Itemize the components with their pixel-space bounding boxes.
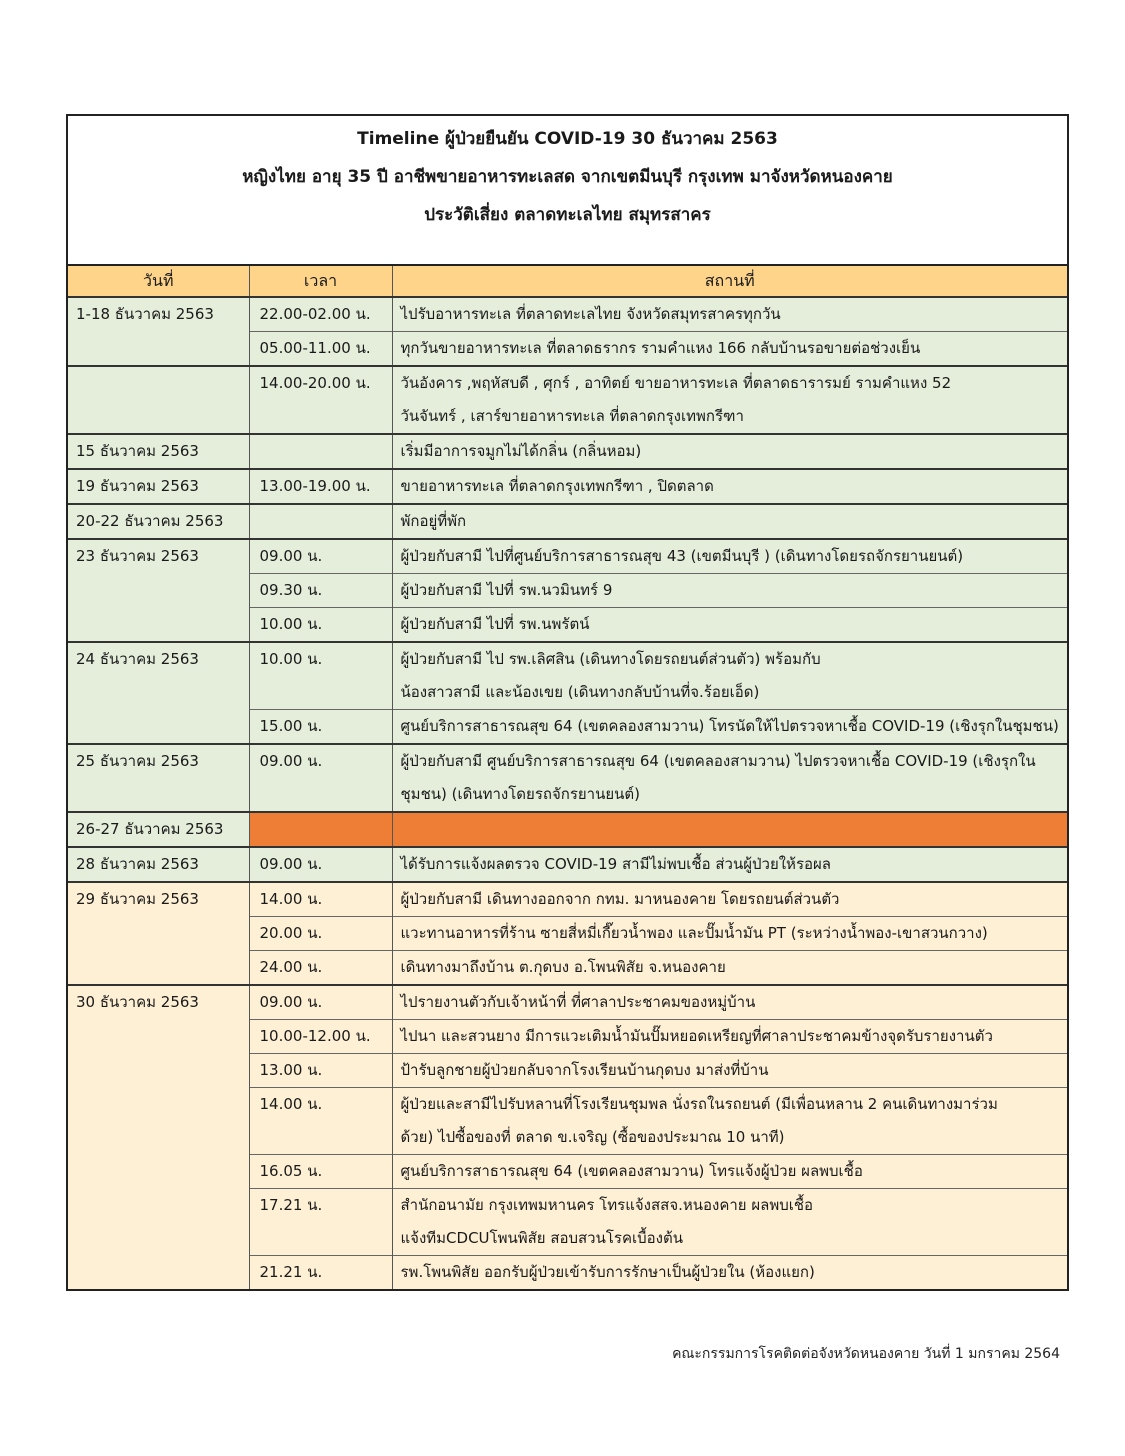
table-row: [68, 539, 1067, 574]
date-cell: 30 ธันวาคม 2563: [68, 985, 249, 1020]
place-cell: ผู้ป่วยกับสามี ไปที่ รพ.นพรัตน์: [392, 608, 1067, 643]
place-line: ผู้ป่วยกับสามี ศูนย์บริการสาธารณสุข 64 (เขตคลองสามวาน) ไปตรวจหาเชื้อ COVID-19 (เชิงรุกใน: [400, 752, 1036, 770]
place-cell: เดินทางมาถึงบ้าน ต.กุดบง อ.โพนพิสัย จ.หนองคาย: [392, 951, 1067, 986]
table-row: [68, 608, 1067, 643]
time-cell: 09.30 น.: [249, 574, 392, 608]
table-row: [68, 1256, 1067, 1290]
time-cell: 13.00 น.: [249, 1054, 392, 1088]
date-cell: [68, 608, 249, 643]
time-cell: [249, 504, 392, 539]
place-cell: ขายอาหารทะเล ที่ตลาดกรุงเทพกรีฑา , ปิดตลาด: [392, 469, 1067, 504]
date-cell: 15 ธันวาคม 2563: [68, 434, 249, 469]
date-cell: 23 ธันวาคม 2563: [68, 539, 249, 574]
place-cell: เริ่มมีอาการจมูกไม่ได้กลิ่น (กลิ่นหอม): [392, 434, 1067, 469]
risk-history-line: ประวัติเสี่ยง ตลาดทะเลไทย สมุทรสาคร: [424, 205, 711, 225]
place-cell: ผู้ป่วยกับสามี ไปที่ศูนย์บริการสาธารณสุข 43 (เขตมีนบุรี ) (เดินทางโดยรถจักรยานยนต์): [392, 539, 1067, 574]
place-cell: แวะทานอาหารที่ร้าน ซายสี่หมี่เกี๊ยวน้ำพอง และปั๊มน้ำมัน PT (ระหว่างน้ำพอง-เขาสวนกวาง): [392, 917, 1067, 951]
date-cell: [68, 574, 249, 608]
place-cell: ได้รับการแจ้งผลตรวจ COVID-19 สามีไม่พบเชื้อ ส่วนผู้ป่วยให้รอผล: [392, 847, 1067, 882]
date-cell: [68, 1020, 249, 1054]
place-line: ผู้ป่วยและสามีไปรับหลานที่โรงเรียนชุมพล นั่งรถในรถยนต์ (มีเพื่อนหลาน 2 คนเดินทางมาร่วม: [400, 1095, 998, 1113]
date-cell: 1-18 ธันวาคม 2563: [68, 297, 249, 332]
time-cell: [249, 812, 392, 847]
date-cell: [68, 951, 249, 986]
place-line: ผู้ป่วยกับสามี ไป รพ.เลิศสิน (เดินทางโดยรถยนต์ส่วนตัว) พร้อมกับ: [400, 650, 821, 668]
table-row: [68, 882, 1067, 917]
date-cell: 26-27 ธันวาคม 2563: [68, 812, 249, 847]
place-cell: ศูนย์บริการสาธารณสุข 64 (เขตคลองสามวาน) โทรนัดให้ไปตรวจหาเชื้อ COVID-19 (เชิงรุกในชุมชน): [392, 710, 1067, 745]
table-row: [68, 574, 1067, 608]
time-cell: 09.00 น.: [249, 539, 392, 574]
place-cell: ผู้ป่วยกับสามี ไปที่ รพ.นวมินทร์ 9: [392, 574, 1067, 608]
title-line: Timeline ผู้ป่วยยืนยัน COVID-19 30 ธันวาคม 2563: [357, 129, 778, 149]
time-cell: 09.00 น.: [249, 985, 392, 1020]
table-row: [68, 812, 1067, 847]
table-row: [68, 366, 1067, 434]
date-cell: [68, 1189, 249, 1256]
date-cell: [68, 366, 249, 434]
table-row: [68, 917, 1067, 951]
place-line: วันอังคาร ,พฤหัสบดี , ศุกร์ , อาทิตย์ ขายอาหารทะเล ที่ตลาดธารารมย์ รามคำแหง 52: [400, 374, 952, 392]
time-cell: 14.00 น.: [249, 882, 392, 917]
place-cell: [392, 366, 1067, 434]
date-cell: 28 ธันวาคม 2563: [68, 847, 249, 882]
place-line: น้องสาวสามี และน้องเขย (เดินทางกลับบ้านที่จ.ร้อยเอ็ด): [400, 683, 760, 701]
table-row: [68, 710, 1067, 745]
time-cell: 09.00 น.: [249, 744, 392, 812]
table-row: [68, 951, 1067, 986]
table-row: [68, 744, 1067, 812]
table-row: [68, 1189, 1067, 1256]
place-cell: ผู้ป่วยกับสามี เดินทางออกจาก กทม. มาหนองคาย โดยรถยนต์ส่วนตัว: [392, 882, 1067, 917]
column-header-date: วันที่: [68, 266, 249, 297]
place-cell: ป้ารับลูกชายผู้ป่วยกลับจากโรงเรียนบ้านกุดบง มาส่งที่บ้าน: [392, 1054, 1067, 1088]
time-cell: 22.00-02.00 น.: [249, 297, 392, 332]
date-cell: [68, 917, 249, 951]
column-header-place: สถานที่: [392, 266, 1067, 297]
place-line: แจ้งทีมCDCUโพนพิสัย สอบสวนโรคเบื้องต้น: [400, 1229, 683, 1247]
time-cell: 16.05 น.: [249, 1155, 392, 1189]
place-line: ชุมชน) (เดินทางโดยรถจักรยานยนต์): [400, 785, 640, 803]
time-cell: 20.00 น.: [249, 917, 392, 951]
place-cell: ศูนย์บริการสาธารณสุข 64 (เขตคลองสามวาน) โทรแจ้งผู้ป่วย ผลพบเชื้อ: [392, 1155, 1067, 1189]
date-cell: [68, 1054, 249, 1088]
table-row: [68, 1054, 1067, 1088]
date-cell: 25 ธันวาคม 2563: [68, 744, 249, 812]
table-row: [68, 642, 1067, 710]
date-cell: [68, 710, 249, 745]
place-cell: พักอยู่ที่พัก: [392, 504, 1067, 539]
date-cell: 24 ธันวาคม 2563: [68, 642, 249, 710]
place-cell: ไปรายงานตัวกับเจ้าหน้าที่ ที่ศาลาประชาคมของหมู่บ้าน: [392, 985, 1067, 1020]
place-cell: [392, 1088, 1067, 1155]
table-row: [68, 469, 1067, 504]
time-cell: 14.00 น.: [249, 1088, 392, 1155]
place-cell: [392, 744, 1067, 812]
column-header-time: เวลา: [249, 266, 392, 297]
date-cell: [68, 1088, 249, 1155]
time-cell: 10.00 น.: [249, 608, 392, 643]
time-cell: 15.00 น.: [249, 710, 392, 745]
table-row: [68, 1020, 1067, 1054]
time-cell: 24.00 น.: [249, 951, 392, 986]
date-cell: [68, 332, 249, 367]
date-cell: [68, 1256, 249, 1290]
place-cell: [392, 1189, 1067, 1256]
timeline-document: [66, 114, 1069, 1291]
date-cell: [68, 1155, 249, 1189]
place-cell: ไปรับอาหารทะเล ที่ตลาดทะเลไทย จังหวัดสมุทรสาครทุกวัน: [392, 297, 1067, 332]
date-cell: 19 ธันวาคม 2563: [68, 469, 249, 504]
table-row: [68, 332, 1067, 367]
table-row: [68, 434, 1067, 469]
place-line: สำนักอนามัย กรุงเทพมหานคร โทรแจ้งสสจ.หนองคาย ผลพบเชื้อ: [400, 1196, 814, 1214]
time-cell: 17.21 น.: [249, 1189, 392, 1256]
patient-info-line: หญิงไทย อายุ 35 ปี อาชีพขายอาหารทะเลสด จากเขตมีนบุรี กรุงเทพ มาจังหวัดหนองคาย: [242, 167, 893, 187]
document-header: [68, 116, 1067, 266]
place-cell: [392, 642, 1067, 710]
table-row: [68, 1155, 1067, 1189]
date-cell: 20-22 ธันวาคม 2563: [68, 504, 249, 539]
footer-note: คณะกรรมการโรคติดต่อจังหวัดหนองคาย วันที่ 1 มกราคม 2564: [672, 1346, 1060, 1362]
time-cell: 09.00 น.: [249, 847, 392, 882]
time-cell: [249, 434, 392, 469]
table-row: [68, 1088, 1067, 1155]
place-cell: ทุกวันขายอาหารทะเล ที่ตลาดธรากร รามคำแหง 166 กลับบ้านรอขายต่อช่วงเย็น: [392, 332, 1067, 367]
place-cell: ไปนา และสวนยาง มีการแวะเติมน้ำมันปั๊มหยอดเหรียญที่ศาลาประชาคมข้างจุดรับรายงานตัว: [392, 1020, 1067, 1054]
time-cell: 10.00-12.00 น.: [249, 1020, 392, 1054]
date-cell: 29 ธันวาคม 2563: [68, 882, 249, 917]
table-row: [68, 297, 1067, 332]
place-line: วันจันทร์ , เสาร์ขายอาหารทะเล ที่ตลาดกรุงเทพกรีฑา: [400, 407, 744, 425]
place-cell: รพ.โพนพิสัย ออกรับผู้ป่วยเข้ารับการรักษาเป็นผู้ป่วยใน (ห้องแยก): [392, 1256, 1067, 1290]
table-row: [68, 504, 1067, 539]
table-row: [68, 847, 1067, 882]
time-cell: 21.21 น.: [249, 1256, 392, 1290]
table-header-row: [68, 266, 1067, 297]
time-cell: 13.00-19.00 น.: [249, 469, 392, 504]
place-line: ด้วย) ไปซื้อของที่ ตลาด ข.เจริญ (ซื้อของประมาณ 10 นาที): [400, 1128, 785, 1146]
time-cell: 05.00-11.00 น.: [249, 332, 392, 367]
time-cell: 10.00 น.: [249, 642, 392, 710]
time-cell: 14.00-20.00 น.: [249, 366, 392, 434]
table-row: [68, 985, 1067, 1020]
place-cell: [392, 812, 1067, 847]
timeline-table: [68, 266, 1067, 1289]
